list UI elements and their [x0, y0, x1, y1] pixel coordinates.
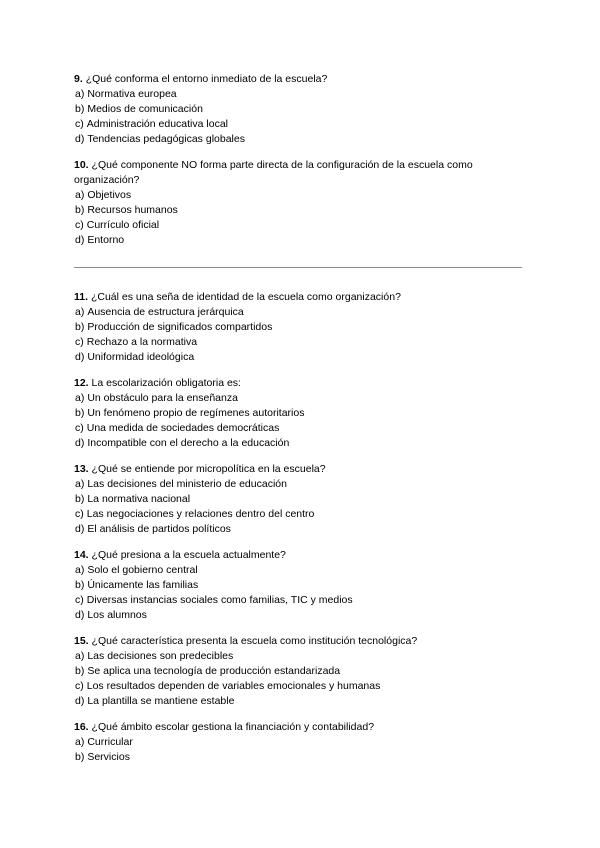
question-number: 9.: [74, 73, 83, 85]
question-prompt: ¿Qué componente NO forma parte directa de la configuración de la escuela como organización?: [74, 159, 473, 186]
question-prompt: La escolarización obligatoria es:: [91, 377, 241, 389]
answer-option: [74, 203, 534, 218]
option-letter: d): [75, 437, 85, 449]
answer-option: [74, 335, 534, 350]
answer-options: [74, 305, 534, 365]
answer-option: [74, 593, 534, 608]
answer-options: [74, 563, 534, 623]
answer-option: [74, 305, 534, 320]
answer-option: [74, 664, 534, 679]
answer-options: [74, 188, 534, 248]
answer-option: [74, 649, 534, 664]
option-text: Las decisiones son predecibles: [87, 650, 234, 662]
option-text: Se aplica una tecnología de producción estandarizada: [87, 665, 341, 677]
option-letter: c): [75, 680, 84, 692]
option-text: Recursos humanos: [87, 204, 178, 216]
answer-option: [74, 492, 534, 507]
option-letter: a): [75, 736, 85, 748]
option-text: Objetivos: [87, 189, 132, 201]
question-item: [74, 548, 534, 623]
question-number: 12.: [74, 377, 89, 389]
option-text: Ausencia de estructura jerárquica: [87, 306, 244, 318]
answer-option: [74, 102, 534, 117]
answer-option: [74, 132, 534, 147]
option-text: Servicios: [87, 751, 130, 763]
option-letter: d): [75, 523, 85, 535]
answer-option: [74, 117, 534, 132]
option-letter: b): [75, 407, 85, 419]
option-letter: c): [75, 336, 84, 348]
question-text: [74, 158, 534, 188]
answer-option: [74, 507, 534, 522]
section-divider: [74, 267, 522, 268]
question-prompt: ¿Qué presiona a la escuela actualmente?: [91, 549, 286, 561]
question-prompt: ¿Qué ámbito escolar gestiona la financiación y contabilidad?: [91, 721, 375, 733]
option-text: Un fenómeno propio de regímenes autoritarios: [87, 407, 305, 419]
option-letter: c): [75, 118, 84, 130]
question-item: [74, 158, 534, 248]
question-text: [74, 634, 534, 649]
option-text: Normativa europea: [87, 88, 177, 100]
question-group-2: [74, 290, 534, 765]
document-page: [74, 72, 534, 776]
option-letter: b): [75, 579, 85, 591]
question-item: [74, 72, 534, 147]
question-item: [74, 290, 534, 365]
option-letter: c): [75, 594, 84, 606]
question-text: [74, 462, 534, 477]
option-letter: b): [75, 321, 85, 333]
option-letter: d): [75, 609, 85, 621]
question-item: [74, 634, 534, 709]
option-text: Los alumnos: [87, 609, 147, 621]
question-number: 13.: [74, 463, 89, 475]
answer-option: [74, 218, 534, 233]
option-letter: a): [75, 650, 85, 662]
option-text: Tendencias pedagógicas globales: [87, 133, 245, 145]
option-letter: c): [75, 219, 84, 231]
option-text: Producción de significados compartidos: [87, 321, 273, 333]
option-text: Medios de comunicación: [87, 103, 203, 115]
question-item: [74, 376, 534, 451]
answer-option: [74, 320, 534, 335]
answer-option: [74, 750, 534, 765]
option-letter: c): [75, 422, 84, 434]
option-letter: a): [75, 478, 85, 490]
option-text: Las negociaciones y relaciones dentro del centro: [86, 508, 315, 520]
option-text: Diversas instancias sociales como familias, TIC y medios: [86, 594, 353, 606]
question-number: 16.: [74, 721, 89, 733]
answer-option: [74, 350, 534, 365]
option-letter: a): [75, 564, 85, 576]
option-text: Las decisiones del ministerio de educación: [87, 478, 287, 490]
option-text: Uniformidad ideológica: [87, 351, 195, 363]
answer-option: [74, 608, 534, 623]
option-letter: a): [75, 392, 85, 404]
option-letter: c): [75, 508, 84, 520]
option-letter: a): [75, 189, 85, 201]
answer-options: [74, 649, 534, 709]
question-prompt: ¿Qué se entiende por micropolítica en la escuela?: [91, 463, 326, 475]
answer-options: [74, 735, 534, 765]
question-item: [74, 462, 534, 537]
option-text: Curricular: [87, 736, 133, 748]
answer-option: [74, 563, 534, 578]
answer-options: [74, 477, 534, 537]
answer-option: [74, 406, 534, 421]
question-text: [74, 548, 534, 563]
question-item: [74, 720, 534, 765]
question-text: [74, 72, 534, 87]
answer-option: [74, 694, 534, 709]
option-letter: b): [75, 665, 85, 677]
option-letter: b): [75, 204, 85, 216]
option-text: La plantilla se mantiene estable: [87, 695, 235, 707]
option-text: Únicamente las familias: [87, 579, 199, 591]
option-text: Un obstáculo para la enseñanza: [87, 392, 238, 404]
option-letter: d): [75, 695, 85, 707]
option-letter: a): [75, 88, 85, 100]
answer-option: [74, 188, 534, 203]
option-text: Rechazo a la normativa: [86, 336, 198, 348]
question-number: 11.: [74, 291, 89, 303]
answer-option: [74, 578, 534, 593]
option-letter: b): [75, 103, 85, 115]
option-letter: d): [75, 351, 85, 363]
answer-option: [74, 477, 534, 492]
option-letter: d): [75, 234, 85, 246]
question-number: 14.: [74, 549, 89, 561]
option-text: Solo el gobierno central: [87, 564, 198, 576]
answer-option: [74, 421, 534, 436]
option-text: Entorno: [87, 234, 125, 246]
option-text: Incompatible con el derecho a la educación: [87, 437, 290, 449]
answer-option: [74, 735, 534, 750]
answer-option: [74, 522, 534, 537]
question-group-1: [74, 72, 534, 248]
question-number: 10.: [74, 159, 89, 171]
answer-options: [74, 87, 534, 147]
option-letter: b): [75, 751, 85, 763]
answer-option: [74, 436, 534, 451]
answer-option: [74, 87, 534, 102]
question-text: [74, 376, 534, 391]
option-letter: d): [75, 133, 85, 145]
answer-option: [74, 233, 534, 248]
question-number: 15.: [74, 635, 89, 647]
option-text: La normativa nacional: [87, 493, 191, 505]
answer-options: [74, 391, 534, 451]
question-prompt: ¿Qué característica presenta la escuela como institución tecnológica?: [91, 635, 418, 647]
option-text: Los resultados dependen de variables emocionales y humanas: [86, 680, 381, 692]
option-letter: a): [75, 306, 85, 318]
question-prompt: ¿Cuál es una seña de identidad de la escuela como organización?: [90, 291, 401, 303]
question-prompt: ¿Qué conforma el entorno inmediato de la escuela?: [85, 73, 328, 85]
option-text: Currículo oficial: [86, 219, 160, 231]
option-text: Administración educativa local: [86, 118, 228, 130]
answer-option: [74, 679, 534, 694]
question-text: [74, 290, 534, 305]
option-letter: b): [75, 493, 85, 505]
question-text: [74, 720, 534, 735]
option-text: El análisis de partidos políticos: [87, 523, 231, 535]
option-text: Una medida de sociedades democráticas: [86, 422, 280, 434]
answer-option: [74, 391, 534, 406]
